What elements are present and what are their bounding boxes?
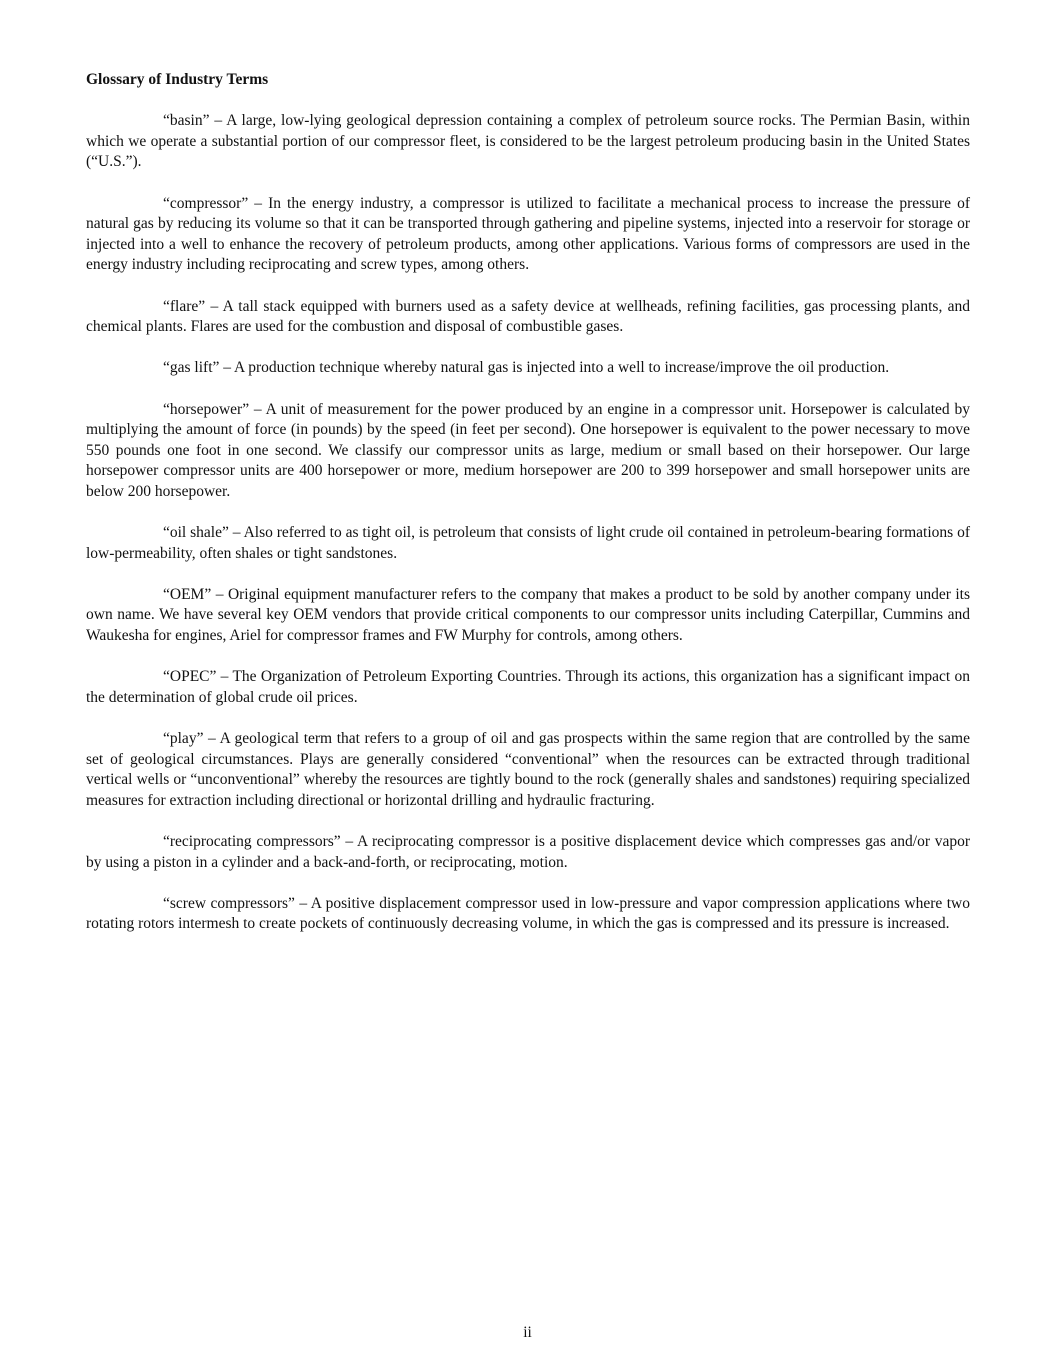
term-separator: –: [209, 112, 227, 130]
glossary-term: “OPEC”: [163, 668, 217, 686]
glossary-entry-oem: [86, 585, 970, 647]
term-separator: –: [205, 297, 223, 315]
glossary-entry-reciprocating-compressors: [86, 832, 970, 873]
glossary-term: “screw compressors”: [163, 894, 295, 912]
glossary-entry-screw-compressors: [86, 894, 970, 935]
glossary-definition: A positive displacement compressor used in low-pressure and vapor compression applications where two rotating rotors intermesh to create pockets of continuously decreasing volume, in which the gas is compressed and its pressure is increased.: [86, 894, 970, 933]
glossary-term: “flare”: [163, 297, 206, 315]
glossary-term: “compressor”: [163, 194, 249, 212]
page-number: ii: [523, 1324, 532, 1341]
glossary-entry-gas-lift: [86, 358, 970, 379]
glossary-definition: A production technique whereby natural gas is injected into a well to increase/improve the oil production.: [234, 359, 890, 377]
glossary-definition: A reciprocating compressor is a positive displacement device which compresses gas and/or vapor by using a piston in a cylinder and a back-and-forth, or reciprocating, motion.: [86, 832, 970, 871]
term-separator: –: [216, 668, 233, 686]
glossary-entry-play: [86, 729, 970, 811]
term-separator: –: [248, 194, 269, 212]
term-separator: –: [294, 894, 311, 912]
glossary-definition: A large, low-lying geological depression containing a complex of petroleum source rocks. The Permian Basin, within which we operate a substantial portion of our compressor fleet, is considered to be the largest petroleum producing basin in the United States (“U.S.”).: [86, 112, 970, 171]
term-separator: –: [211, 585, 228, 603]
glossary-term: “OEM”: [163, 585, 212, 603]
term-separator: –: [249, 400, 266, 418]
term-separator: –: [340, 832, 357, 850]
glossary-definition: A unit of measurement for the power produced by an engine in a compressor unit. Horsepower is calculated by multiplying the amount of force (in pounds) by the speed (in feet per second). One horsepower is equivalent to the power necessary to move 550 pounds one foot in one second. We classify our compressor units as large, medium or small based on their horsepower. Our large horsepower compressor units are 400 horsepower or more, medium horsepower are 200 to 399 horsepower and small horsepower units are below 200 horsepower.: [86, 400, 971, 500]
glossary-term: “gas lift”: [163, 359, 220, 377]
glossary-term: “horsepower”: [163, 400, 250, 418]
term-separator: –: [219, 359, 235, 377]
glossary-entry-oil-shale: [86, 523, 970, 564]
glossary-term: “basin”: [163, 112, 210, 130]
glossary-definition: Also referred to as tight oil, is petroleum that consists of light crude oil contained in petroleum-bearing formations of low-permeability, often shales or tight sandstones.: [86, 524, 970, 562]
term-separator: –: [228, 524, 244, 542]
glossary-definition: In the energy industry, a compressor is utilized to facilitate a mechanical process to increase the pressure of natural gas by reducing its volume so that it can be transported through gathering and pipeline systems, injected into a reservoir for storage or injected into a well to enhance the recovery of petroleum products, among other applications. Various forms of compressors are used in the energy industry including reciprocating and screw types, among others.: [86, 194, 971, 274]
glossary-section: [86, 70, 970, 956]
glossary-entry-flare: [86, 297, 970, 338]
glossary-definition: A tall stack equipped with burners used as a safety device at wellheads, refining facilities, gas processing plants, and chemical plants. Flares are used for the combustion and disposal of combustible gases.: [86, 297, 970, 336]
glossary-term: “reciprocating compressors”: [163, 832, 341, 850]
glossary-definition: Original equipment manufacturer refers to the company that makes a product to be sold by another company under its own name. We have several key OEM vendors that provide critical components to our compressor units including Caterpillar, Cummins and Waukesha for engines, Ariel for compressor frames and FW Murphy for controls, among others.: [86, 585, 971, 645]
glossary-definition: A geological term that refers to a group of oil and gas prospects within the same region that are controlled by the same set of geological circumstances. Plays are generally considered “conventional” when the resources can be extracted through traditional vertical wells or “unconventional” whereby the resources are tightly bound to the rock (generally shales and sandstones) requiring specialized measures for extraction including directional or horizontal drilling and hydraulic fracturing.: [86, 730, 970, 809]
glossary-entry-opec: [86, 667, 970, 708]
glossary-entry-compressor: [86, 194, 970, 276]
glossary-term: “play”: [163, 730, 204, 747]
glossary-term: “oil shale”: [163, 524, 229, 542]
term-separator: –: [203, 730, 220, 747]
glossary-entry-horsepower: [86, 400, 970, 503]
glossary-heading: Glossary of Industry Terms: [86, 71, 269, 88]
glossary-definition: The Organization of Petroleum Exporting Countries. Through its actions, this organization has a significant impact on the determination of global crude oil prices.: [86, 668, 970, 706]
glossary-entry-basin: [86, 111, 970, 173]
